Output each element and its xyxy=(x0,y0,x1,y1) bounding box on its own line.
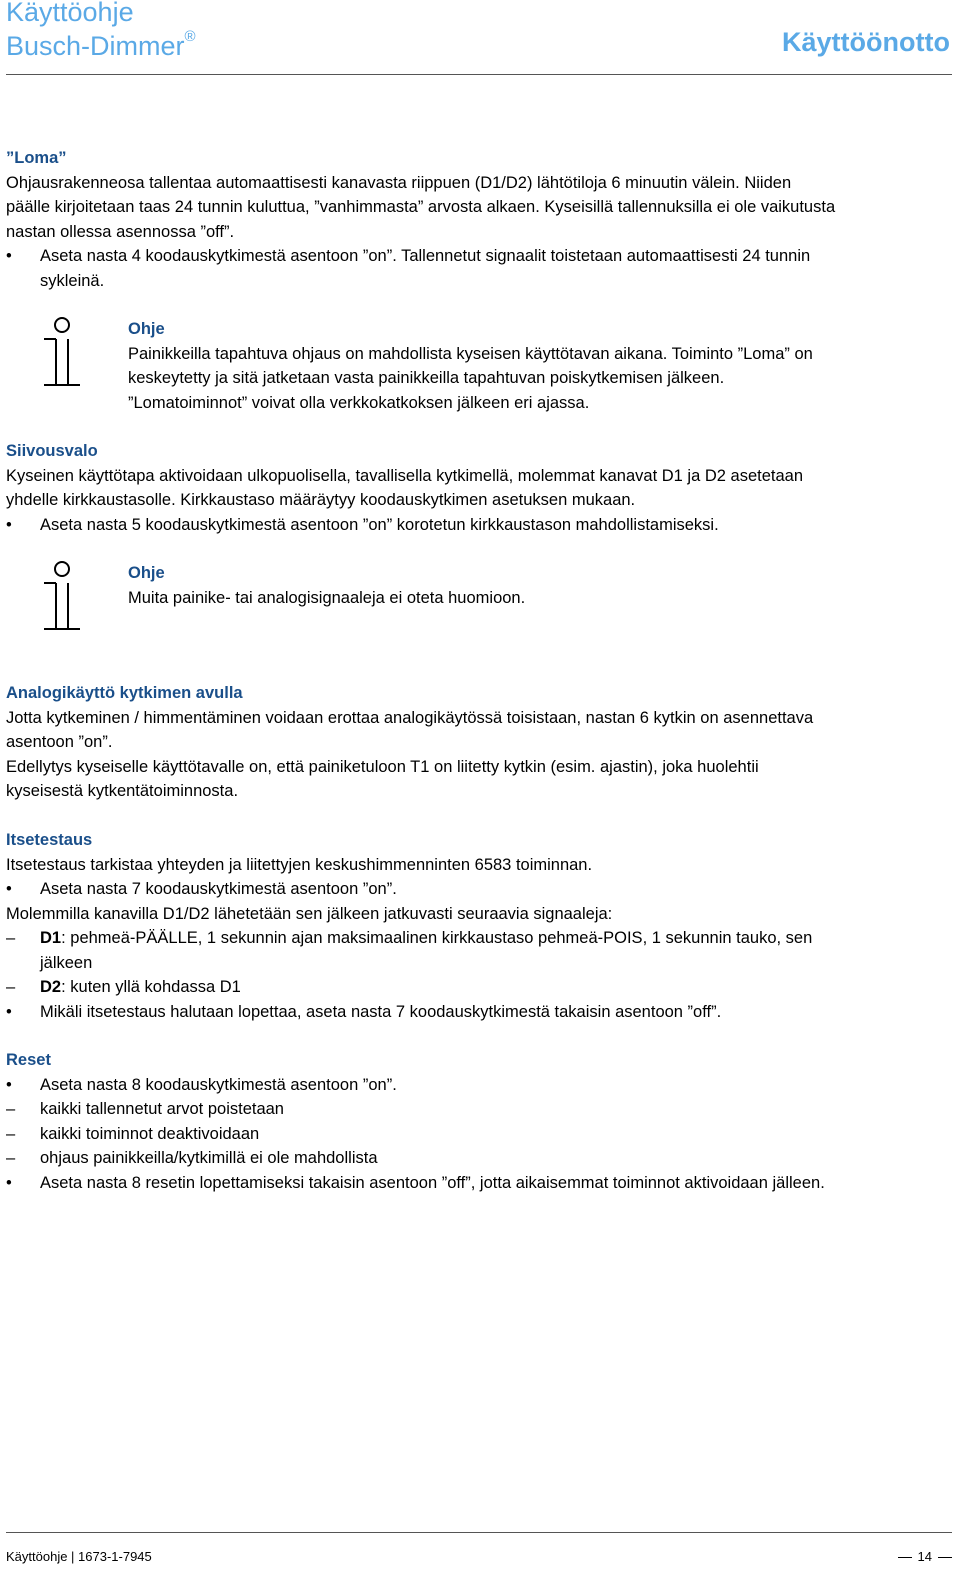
note-text xyxy=(128,561,948,610)
paragraph-line: Ohjausrakenneosa tallentaa automaattisesti kanavasta riippuen (D1/D2) lähtötiloja 6 minuutin välein. Niiden xyxy=(6,173,792,192)
section-title: Käyttöönotto xyxy=(782,27,950,57)
product-name-text: Busch-Dimmer xyxy=(6,31,185,61)
header-divider xyxy=(6,74,952,75)
list-item-text: kaikki tallennetut arvot poistetaan xyxy=(40,1100,284,1118)
section-loma xyxy=(6,146,956,293)
paragraph-line: Jotta kytkeminen / himmentäminen voidaan erottaa analogikäytössä toisistaan, nastan 6 kytkin on asennettava xyxy=(6,708,814,727)
section-siivousvalo xyxy=(6,439,956,537)
list-item-text: kaikki toiminnot deaktivoidaan xyxy=(40,1124,260,1143)
note-line: keskeytetty ja sitä jatketaan vasta painikkeilla tapahtuvan poiskytkemisen jälkeen. xyxy=(128,369,725,387)
paragraph-line: Molemmilla kanavilla D1/D2 lähetetään sen jälkeen jatkuvasti seuraavia signaaleja: xyxy=(6,904,613,923)
info-icon xyxy=(42,316,82,388)
section-heading-siivousvalo: Siivousvalo xyxy=(6,442,98,460)
page-dash-right xyxy=(938,1557,952,1558)
list-item-bullet xyxy=(6,1073,956,1098)
product-name xyxy=(6,25,196,62)
section-itsetestaus xyxy=(6,828,956,1024)
list-item-text: Aseta nasta 4 koodauskytkimestä asentoon ”on”. Tallennetut signaalit toistetaan automaattisesti 24 tunnin xyxy=(40,247,811,265)
list-item-dash xyxy=(6,1146,956,1171)
section-analog xyxy=(6,681,956,804)
footer-divider xyxy=(6,1532,952,1533)
bullet-marker: • xyxy=(6,1173,12,1192)
list-item-dash xyxy=(6,926,956,975)
paragraph-line: Itsetestaus tarkistaa yhteyden ja liitettyjen keskushimmenninten 6583 toiminnan. xyxy=(6,855,593,874)
channel-text-d1: : pehmeä-PÄÄLLE, 1 sekunnin ajan maksimaalinen kirkkaustaso pehmeä-POIS, 1 sekunnin tauko, sen xyxy=(61,929,813,947)
list-item-text: Aseta nasta 8 koodauskytkimestä asentoon ”on”. xyxy=(40,1075,397,1094)
bullet-marker: • xyxy=(6,1075,12,1094)
section-reset xyxy=(6,1048,956,1195)
section-heading-analog: Analogikäyttö kytkimen avulla xyxy=(6,684,243,702)
paragraph-line: kyseisestä kytkentätoiminnosta. xyxy=(6,782,239,800)
list-item-text: Mikäli itsetestaus halutaan lopettaa, aseta nasta 7 koodauskytkimestä takaisin asentoon ”off”. xyxy=(40,1002,722,1021)
dash-marker: – xyxy=(6,1149,16,1167)
channel-text-d2: : kuten yllä kohdassa D1 xyxy=(61,978,241,996)
list-item-text xyxy=(40,926,956,951)
list-item-bullet xyxy=(6,877,956,902)
paragraph-line: Edellytys kyseiselle käyttötavalle on, että painiketuloon T1 on liitetty kytkin (esim. ajastin), joka huolehtii xyxy=(6,757,759,776)
dash-marker: – xyxy=(6,1100,16,1118)
bullet-marker: • xyxy=(6,1002,12,1021)
bullet-marker: • xyxy=(6,515,12,534)
paragraph-line: päälle kirjoitetaan taas 24 tunnin kuluttua, ”vanhimmasta” arvosta alkaen. Kyseisillä tallennuksilla ei ole vaikutusta xyxy=(6,198,836,216)
dash-marker: – xyxy=(6,978,16,996)
section-heading-itsetestaus: Itsetestaus xyxy=(6,831,93,849)
list-item-text: Aseta nasta 7 koodauskytkimestä asentoon ”on”. xyxy=(40,880,397,898)
paragraph-line: nastan ollessa asennossa ”off”. xyxy=(6,222,235,241)
list-item-text xyxy=(40,975,956,1000)
list-item-text: ohjaus painikkeilla/kytkimillä ei ole mahdollista xyxy=(40,1149,378,1167)
list-item-dash xyxy=(6,975,956,1000)
note-line: Muita painike- tai analogisignaaleja ei oteta huomioon. xyxy=(128,588,526,607)
channel-label-d2: D2 xyxy=(40,978,62,996)
dash-marker: – xyxy=(6,1124,16,1143)
document-title: Käyttöohje xyxy=(6,0,134,27)
page-dash-left xyxy=(898,1557,912,1558)
list-item-text: Aseta nasta 5 koodauskytkimestä asentoon ”on” korotetun kirkkaustason mahdollistamiseksi. xyxy=(40,515,719,534)
registered-mark: ® xyxy=(184,28,196,45)
section-heading-reset: Reset xyxy=(6,1051,51,1069)
list-item-bullet xyxy=(6,1000,956,1025)
note-heading: Ohje xyxy=(128,320,165,338)
paragraph-line: Kyseinen käyttötapa aktivoidaan ulkopuolisella, tavallisella kytkimellä, molemmat kanavat D1 ja D2 asetetaan xyxy=(6,466,804,485)
list-item-bullet xyxy=(6,244,956,293)
list-item-bullet xyxy=(6,1171,956,1196)
dash-marker: – xyxy=(6,929,16,947)
channel-label-d1: D1 xyxy=(40,929,62,947)
list-item-text: sykleinä. xyxy=(40,271,105,290)
list-item-text: Aseta nasta 8 resetin lopettamiseksi takaisin asentoon ”off”, jotta aikaisemmat toiminnot aktivoidaan jälleen. xyxy=(40,1173,825,1192)
note-line: ”Lomatoiminnot” voivat olla verkkokatkoksen jälkeen eri ajassa. xyxy=(128,393,590,412)
info-icon xyxy=(42,560,82,632)
bullet-marker: • xyxy=(6,880,12,898)
bullet-marker: • xyxy=(6,247,12,265)
footer-doc-id: Käyttöohje | 1673-1-7945 xyxy=(6,1549,152,1564)
note-heading: Ohje xyxy=(128,564,165,582)
page-number-text: 14 xyxy=(917,1549,932,1564)
paragraph-line: yhdelle kirkkaustasolle. Kirkkaustaso määräytyy koodauskytkimen asetuksen mukaan. xyxy=(6,491,636,509)
page-number xyxy=(898,1549,952,1565)
note-line: Painikkeilla tapahtuva ohjaus on mahdollista kyseisen käyttötavan aikana. Toiminto ”Loma” on xyxy=(128,344,813,363)
section-heading-loma: ”Loma” xyxy=(6,149,67,167)
list-item-dash xyxy=(6,1097,956,1122)
list-item-text: jälkeen xyxy=(40,953,93,972)
paragraph-line: asentoon ”on”. xyxy=(6,733,113,751)
list-item-bullet xyxy=(6,513,956,538)
list-item-dash xyxy=(6,1122,956,1147)
note-text xyxy=(128,317,948,415)
